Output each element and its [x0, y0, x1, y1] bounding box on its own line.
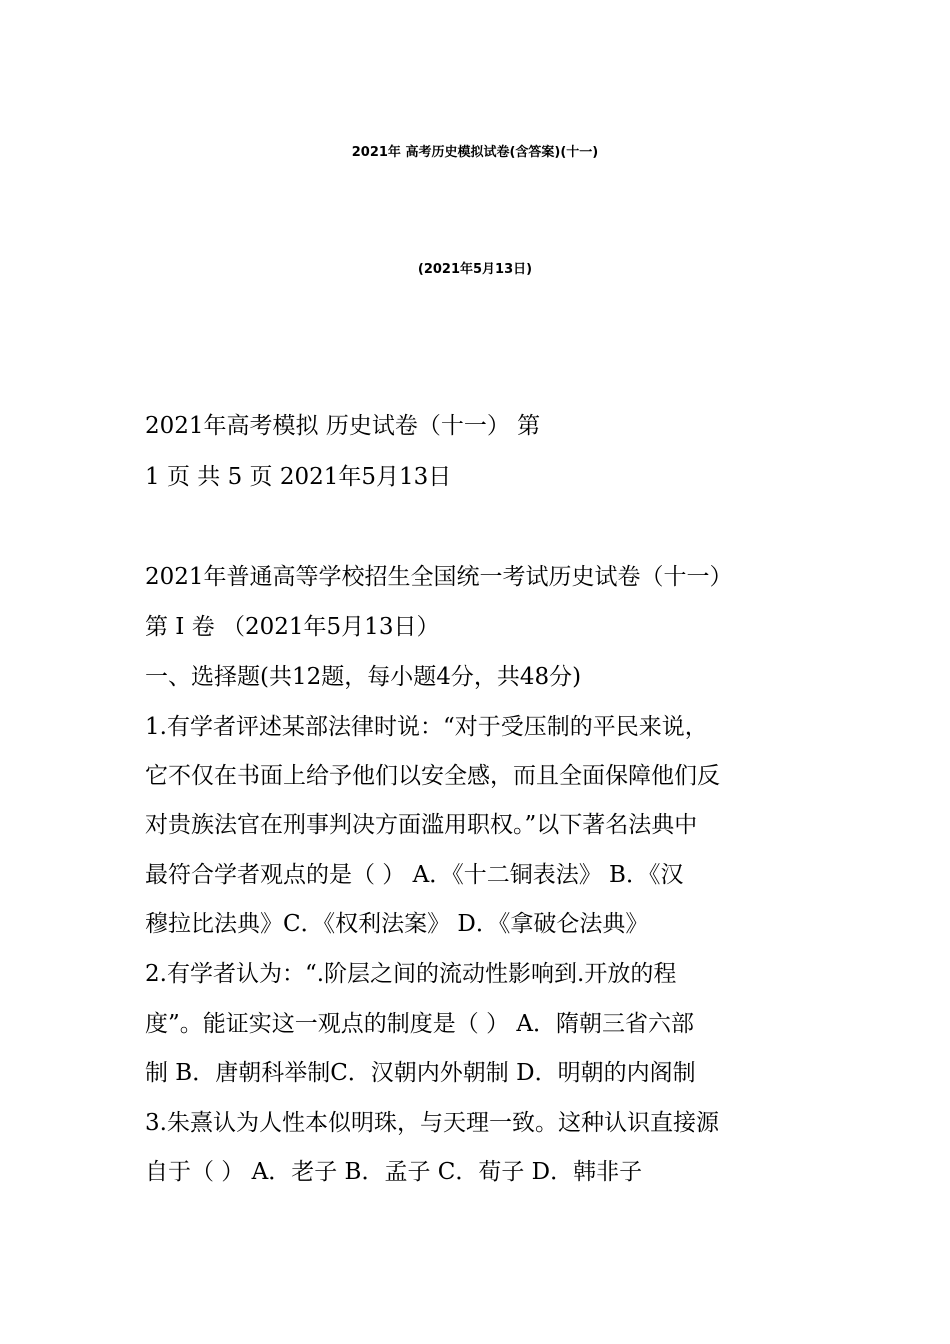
body-line: 1.有学者评述某部法律时说：“对于受压制的平民来说，: [145, 714, 708, 740]
body-line: 最符合学者观点的是（ ） A．《十二铜表法》 B．《汉: [145, 862, 684, 888]
body-line: 穆拉比法典》C．《权利法案》 D．《拿破仑法典》: [145, 911, 649, 937]
body-line: 度”。能证实这一观点的制度是（ ） A．隋朝三省六部: [145, 1011, 694, 1037]
body-line: 一、选择题(共12题，每小题4分，共48分): [145, 664, 582, 690]
title-line-1: 2021年 高考历史模拟试卷(含答案)(十一): [351, 145, 599, 160]
body-line: 制 B．唐朝科举制C．汉朝内外朝制 D．明朝的内阁制: [145, 1060, 696, 1086]
body-line: 第 Ⅰ 卷 （2021年5月13日）: [145, 614, 440, 640]
title-line-2: (2021年5月13日): [417, 262, 533, 277]
body-line: 2021年普通高等学校招生全国统一考试历史试卷（十一）: [145, 564, 733, 590]
body-line: 自于（ ） A．老子 B．孟子 C．荀子 D．韩非子: [145, 1159, 643, 1185]
body-line: 对贵族法官在刑事判决方面滥用职权。”以下著名法典中: [145, 812, 698, 838]
body-line: 2.有学者认为：“.阶层之间的流动性影响到.开放的程: [145, 961, 677, 987]
body-line: 3.朱熹认为人性本似明珠，与天理一致。这种认识直接源: [145, 1110, 719, 1136]
body-line: 1 页 共 5 页 2021年5月13日: [145, 464, 452, 490]
body-line: 2021年高考模拟 历史试卷（十一） 第: [145, 413, 541, 439]
body-line: 它不仅在书面上给予他们以安全感，而且全面保障他们反: [145, 763, 720, 789]
